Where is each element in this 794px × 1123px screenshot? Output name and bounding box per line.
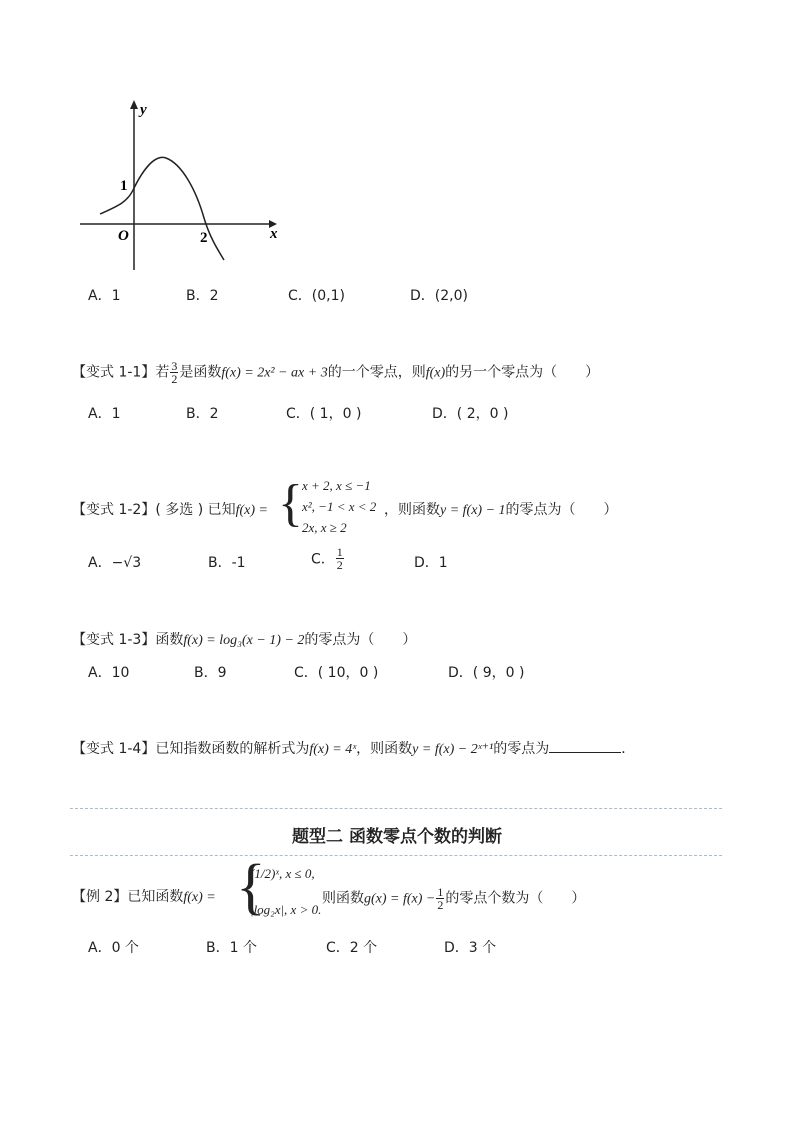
section-title: 题型二 函数零点个数的判断	[292, 827, 502, 847]
q4-func: f(x) = 4ˣ	[309, 742, 357, 757]
q2-option-c-fraction	[336, 546, 344, 571]
ex2-stem-lead	[72, 886, 216, 906]
q4-stem	[72, 738, 635, 758]
q2-case-2: x², −1 < x < 2	[302, 499, 377, 514]
q2-option-b[interactable]: B．-1	[208, 555, 246, 571]
q3-func: f(x) = log₃(x − 1) − 2	[183, 633, 305, 648]
q4-text-a: 已知指数函数的解析式为	[155, 741, 310, 757]
q2-option-a[interactable]: A．−√3	[88, 555, 142, 571]
ex2-brace: {	[236, 853, 266, 921]
ex2-text-c: 的零点个数为（ ）	[445, 890, 586, 907]
q0-option-b[interactable]: B．2	[186, 288, 219, 304]
q4-text-c: 的零点为	[493, 741, 550, 757]
ex2-option-a[interactable]: A．0 个	[88, 940, 139, 956]
ex2-case-1: (1/2)ˣ, x ≤ 0,	[250, 866, 315, 881]
q3-text-b: 的零点为（ ）	[304, 632, 417, 648]
q2-cases	[302, 475, 376, 538]
q1-stem	[72, 360, 599, 385]
ex2-text-a: 已知函数	[127, 889, 184, 905]
q1-text-a: 若	[155, 364, 170, 381]
q2-text-b: ，则函数	[384, 502, 440, 518]
q2-text-a: ( 多选 ) 已知	[155, 502, 236, 518]
ex2-frac-den: 2	[437, 898, 444, 912]
q1-frac-den: 2	[171, 372, 178, 386]
q3-option-a[interactable]: A．10	[88, 665, 130, 681]
q4-tag: 【变式 1-4】	[72, 741, 156, 757]
ex2-fraction	[436, 886, 444, 911]
q2-case-1: x + 2, x ≤ −1	[302, 478, 371, 493]
y-axis-arrow	[130, 100, 138, 109]
q2-option-c-label: C．	[311, 551, 335, 568]
q1-tag: 【变式 1-1】	[72, 364, 156, 381]
q2-tag: 【变式 1-2】	[72, 502, 156, 518]
x-tick-2: 2	[200, 230, 208, 246]
section-divider-bottom	[70, 855, 722, 856]
q3-stem	[72, 629, 416, 649]
q2-opt-c-num: 1	[336, 545, 343, 559]
q0-option-a[interactable]: A．1	[88, 288, 121, 304]
q3-option-b[interactable]: B．9	[194, 665, 227, 681]
q3-tag: 【变式 1-3】	[72, 632, 156, 648]
q3-option-d[interactable]: D．( 9，0 )	[448, 665, 525, 681]
ex2-stem-tail	[322, 886, 585, 911]
origin-label: O	[118, 228, 129, 244]
q2-stem-lead	[72, 499, 268, 519]
q2-expr: y = f(x) − 1	[440, 503, 506, 518]
q0-option-c[interactable]: C．(0,1)	[288, 288, 345, 304]
function-graph	[70, 92, 290, 272]
q2-stem-tail	[384, 499, 618, 519]
q1-text-c: 的一个零点，则	[327, 364, 426, 381]
q1-option-b[interactable]: B．2	[186, 406, 219, 422]
section-divider-top	[70, 808, 722, 809]
x-axis-label: x	[270, 226, 278, 242]
q3-text-a: 函数	[155, 632, 184, 648]
q1-option-c[interactable]: C．( 1，0 )	[286, 406, 362, 422]
ex2-case-2: |log₂x|, x > 0.	[250, 902, 322, 917]
q4-expr: y = f(x) − 2ˣ⁺¹	[412, 742, 494, 757]
ex2-option-b[interactable]: B．1 个	[206, 940, 257, 956]
ex2-option-d[interactable]: D．3 个	[444, 940, 497, 956]
q1-func-short: f(x)	[425, 365, 446, 381]
q0-option-d[interactable]: D．(2,0)	[410, 288, 468, 304]
q2-opt-c-den: 2	[336, 558, 343, 572]
q2-option-d[interactable]: D．1	[414, 555, 448, 571]
y-tick-1: 1	[120, 178, 128, 194]
ex2-expr: g(x) = f(x) −	[364, 891, 436, 907]
q4-text-d: ．	[621, 741, 636, 757]
q1-fraction	[170, 360, 178, 385]
q2-option-c[interactable]	[311, 546, 345, 571]
q2-func: f(x) =	[235, 503, 268, 518]
y-axis-label: y	[140, 102, 147, 118]
q2-brace: {	[278, 475, 303, 532]
ex2-func: f(x) =	[183, 890, 216, 905]
q1-text-b: 是函数	[179, 364, 222, 381]
q2-case-3: 2x, x ≥ 2	[302, 520, 347, 535]
q1-frac-num: 3	[171, 359, 178, 373]
q1-func: f(x) = 2x² − ax + 3	[221, 365, 328, 381]
q3-option-c[interactable]: C．( 10，0 )	[294, 665, 379, 681]
ex2-text-b: 则函数	[322, 890, 364, 907]
q1-option-a[interactable]: A．1	[88, 406, 121, 422]
q1-option-d[interactable]: D．( 2，0 )	[432, 406, 509, 422]
q4-answer-blank[interactable]	[549, 738, 621, 753]
q2-text-c: 的零点为（ ）	[505, 502, 618, 518]
q4-text-b: ，则函数	[356, 741, 413, 757]
ex2-tag: 【例 2】	[72, 889, 128, 905]
ex2-frac-num: 1	[437, 885, 444, 899]
ex2-option-c[interactable]: C．2 个	[326, 940, 378, 956]
q1-text-d: 的另一个零点为（ ）	[445, 364, 600, 381]
